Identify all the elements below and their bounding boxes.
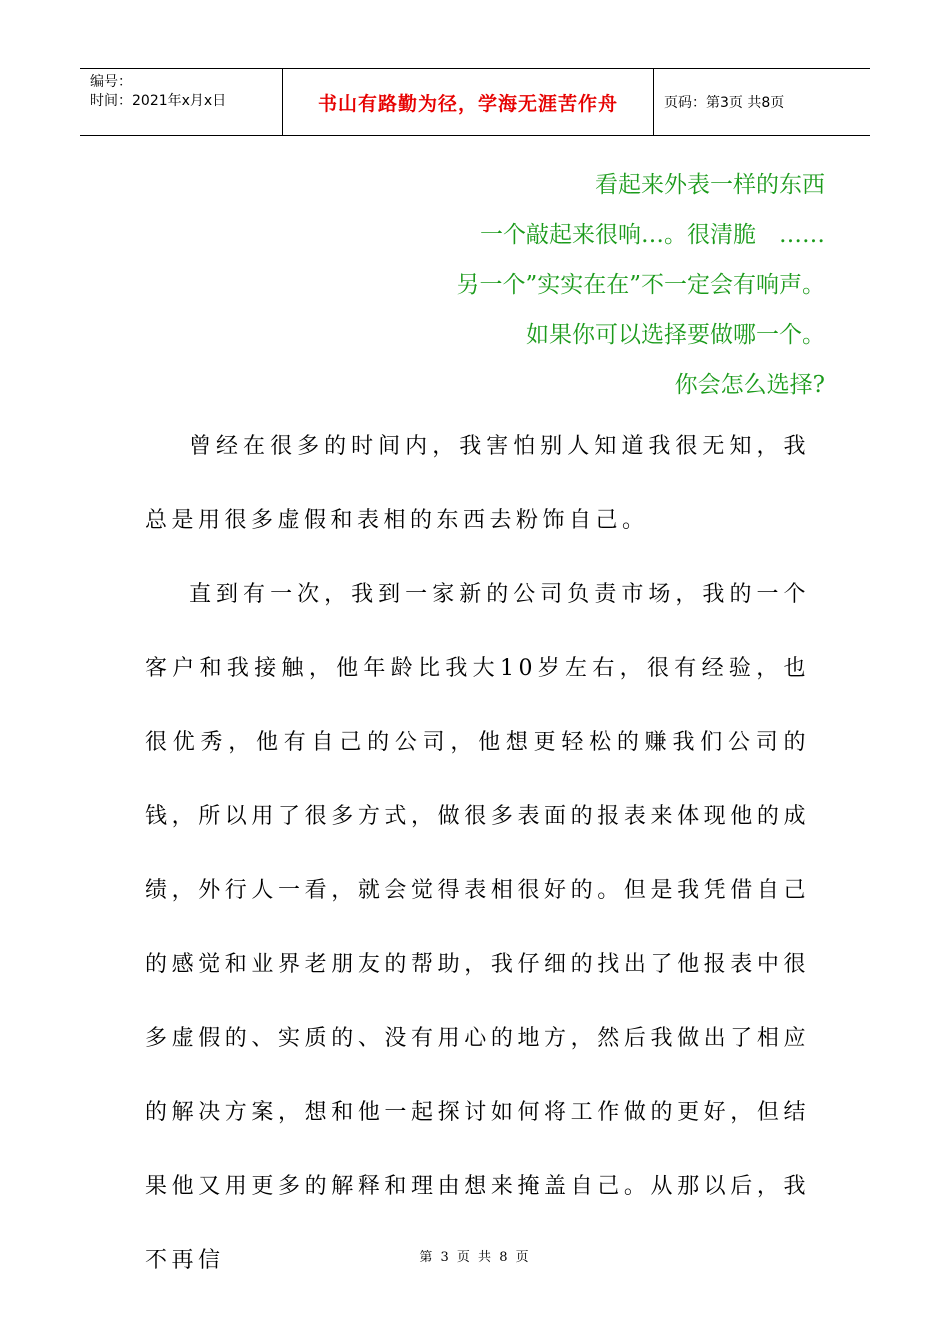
poem-line: 你会怎么选择?	[674, 372, 825, 398]
document-time-label: 时间：2021年x月x日	[90, 93, 227, 109]
header-motto-cell	[282, 69, 654, 135]
body-paragraph: 曾经在很多的时间内，我害怕别人知道我很无知，我总是用很多虚假和表相的东西去粉饰自己。	[145, 434, 810, 533]
header-page-info: 页码：第3页 共8页	[664, 95, 785, 111]
header-page-cell	[654, 69, 870, 135]
poem-block	[80, 160, 825, 410]
body-text	[145, 410, 810, 1298]
page-footer: 第 3 页 共 8 页	[419, 1250, 531, 1265]
body-paragraph: 直到有一次，我到一家新的公司负责市场，我的一个客户和我接触，他年龄比我大10岁左右，很有经验，也很优秀，他有自己的公司，他想更轻松的赚我们公司的钱，所以用了很多方式，做很多表面的报表来体现他的成绩，外行人一看，就会觉得表相很好的。但是我凭借自己的感觉和业界老朋友的帮助，我仔细的找出了他报表中很多虚假的、实质的、没有用心的地方，然后我做出了相应的解决方案，想和他一起探讨如何将工作做的更好，但结果他又用更多的解释和理由想来掩盖自己。从那以后，我不再信	[145, 582, 810, 1273]
header-meta-cell	[80, 69, 282, 135]
poem-line: 一个敲起来很响…。很清脆 ……	[480, 222, 825, 248]
poem-line: 如果你可以选择要做哪一个。	[526, 322, 825, 348]
header-motto: 书山有路勤为径，学海无涯苦作舟	[317, 92, 618, 115]
poem-line: 另一个”实实在在”不一定会有响声。	[456, 272, 825, 298]
document-number-label: 编号：	[90, 74, 132, 90]
document-header	[80, 68, 870, 136]
poem-line: 看起来外表一样的东西	[595, 172, 825, 198]
